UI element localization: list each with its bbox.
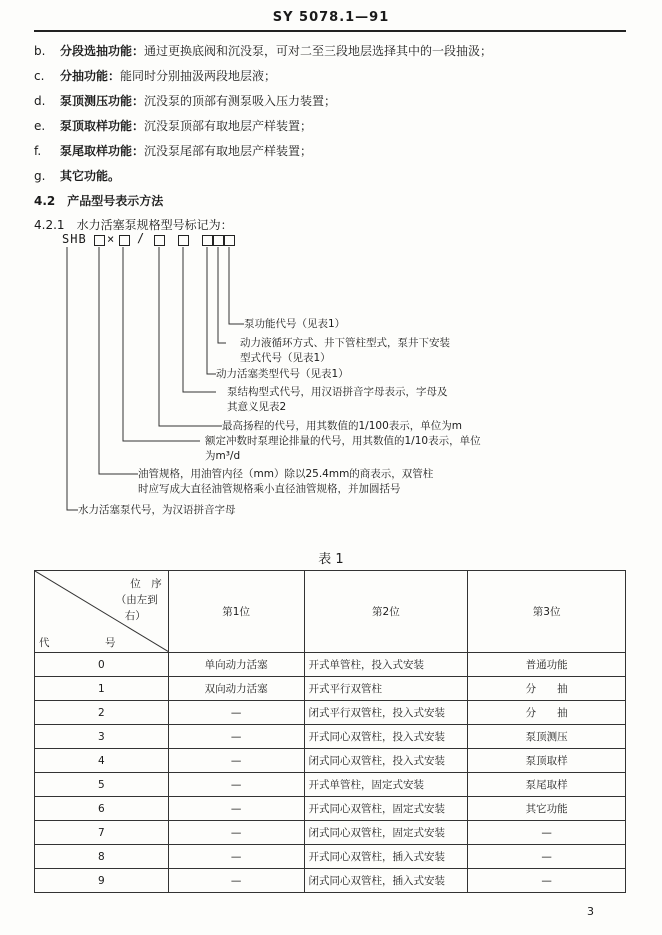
row-code: 6 [35,797,169,821]
subsection-number: 4.2.1 [34,218,65,232]
table-1 [34,570,626,893]
cell-position-2: 开式同心双管柱，固定式安装 [304,797,468,821]
row-code: 5 [35,773,169,797]
cell-position-2: 闭式同心双管柱，固定式安装 [304,821,468,845]
list-text: 能同时分别抽汲两段地层液； [120,69,277,83]
cell-position-1: — [168,773,304,797]
row-code: 3 [35,725,169,749]
cell-position-3: 其它功能 [468,797,626,821]
list-label: e. [34,119,46,133]
column-header-3: 第3位 [468,571,626,653]
row-code: 7 [35,821,169,845]
table-row [35,845,626,869]
table-row [35,701,626,725]
table-row [35,677,626,701]
row-code: 0 [35,653,169,677]
annotation-max-head-code: 最高扬程的代号，用其数值的1/100表示，单位为m [222,420,462,432]
cell-position-3: — [468,845,626,869]
table-row [35,773,626,797]
list-term: 泵顶取样功能： [60,119,145,133]
cell-position-2: 闭式同心双管柱，投入式安装 [304,749,468,773]
cell-position-2: 闭式同心双管柱，插入式安装 [304,869,468,893]
cell-position-2: 闭式平行双管柱，投入式安装 [304,701,468,725]
list-label: f. [34,144,42,158]
cell-position-2: 开式同心双管柱，投入式安装 [304,725,468,749]
table-header-row [35,571,626,653]
column-header-1: 第1位 [168,571,304,653]
corner-label-mid2: 右） [124,610,146,622]
table-row [35,725,626,749]
annotation-displacement-code: 额定冲数时泵理论排量的代号，用其数值的1/10表示，单位 [205,435,481,447]
list-term: 其它功能。 [60,169,121,183]
cell-position-1: — [168,701,304,725]
cell-position-1: 单向动力活塞 [168,653,304,677]
cell-position-2: 开式单管柱，投入式安装 [304,653,468,677]
annotation-circulation-code: 动力液循环方式、井下管柱型式，泵井下安装 [240,337,450,349]
annotation-tubing-size: 油管规格，用油管内径（mm）除以25.4mm的商表示，双管柱 [138,468,434,480]
row-code: 9 [35,869,169,893]
cell-position-1: — [168,821,304,845]
row-code: 1 [35,677,169,701]
annotation-pump-code: 水力活塞泵代号，为汉语拼音字母 [78,504,236,516]
cell-position-3: 泵顶测压 [468,725,626,749]
model-prefix: SHB [62,232,87,246]
table-row [35,653,626,677]
table-row [35,821,626,845]
table-row [35,749,626,773]
list-term: 泵尾取样功能： [60,144,145,158]
list-text: 沉没泵的顶部有测泵吸入压力装置； [144,94,337,108]
list-text: 通过更换底阀和沉没泵，可对二至三段地层选择其中的一段抽汲； [144,44,493,58]
corner-label-bottom-left: 代 [39,637,50,649]
table-corner-cell [35,571,169,653]
cell-position-1: 双向动力活塞 [168,677,304,701]
annotation-structure-code-cont: 其意义见表2 [227,401,287,413]
cell-position-2: 开式平行双管柱 [304,677,468,701]
page-number: 3 [587,905,594,918]
section-number: 4.2 [34,194,56,208]
cell-position-3: 分 抽 [468,677,626,701]
cell-position-3: — [468,869,626,893]
cell-position-3: 泵尾取样 [468,773,626,797]
list-text: 沉没泵尾部有取地层产样装置； [144,144,313,158]
section-title: 产品型号表示方法 [67,194,164,208]
list-term: 分抽功能： [60,69,121,83]
table-row [35,869,626,893]
cell-position-1: — [168,797,304,821]
corner-label-bottom-right: 号 [105,637,116,649]
cell-position-1: — [168,725,304,749]
cell-position-3: 普通功能 [468,653,626,677]
cell-position-3: — [468,821,626,845]
cell-position-1: — [168,749,304,773]
row-code: 8 [35,845,169,869]
column-header-2: 第2位 [304,571,468,653]
list-label: d. [34,94,46,108]
cell-position-2: 开式同心双管柱，插入式安装 [304,845,468,869]
model-slash: / [137,231,146,245]
row-code: 2 [35,701,169,725]
subsection-text: 水力活塞泵规格型号标记为： [76,218,233,232]
corner-label-top: 位 序 [130,578,162,590]
cell-position-3: 分 抽 [468,701,626,725]
cell-position-3: 泵顶取样 [468,749,626,773]
annotation-displacement-unit: 为m³/d [205,450,241,462]
annotation-structure-code: 泵结构型式代号，用汉语拼音字母表示，字母及 [227,386,448,398]
table-row [35,797,626,821]
document-code-header: SY 5078.1—91 [272,10,390,25]
list-term: 分段选抽功能： [60,44,145,58]
list-term: 泵顶测压功能： [60,94,145,108]
model-times-sign: × [107,232,116,246]
list-label: b. [34,44,46,58]
cell-position-1: — [168,845,304,869]
annotation-power-piston-code: 动力活塞类型代号（见表1） [216,368,349,380]
annotation-circulation-code-cont: 型式代号（见表1） [240,352,331,364]
list-text: 沉没泵顶部有取地层产样装置； [144,119,313,133]
cell-position-1: — [168,869,304,893]
list-label: c. [34,69,45,83]
annotation-tubing-size-cont: 时应写成大直径油管规格乘小直径油管规格，并加圆括号 [138,483,401,495]
table-title: 表 1 [318,552,344,567]
cell-position-2: 开式单管柱，固定式安装 [304,773,468,797]
list-label: g. [34,169,46,183]
corner-label-mid1: （由左到 [115,594,158,606]
annotation-function-code: 泵功能代号（见表1） [244,318,346,330]
row-code: 4 [35,749,169,773]
